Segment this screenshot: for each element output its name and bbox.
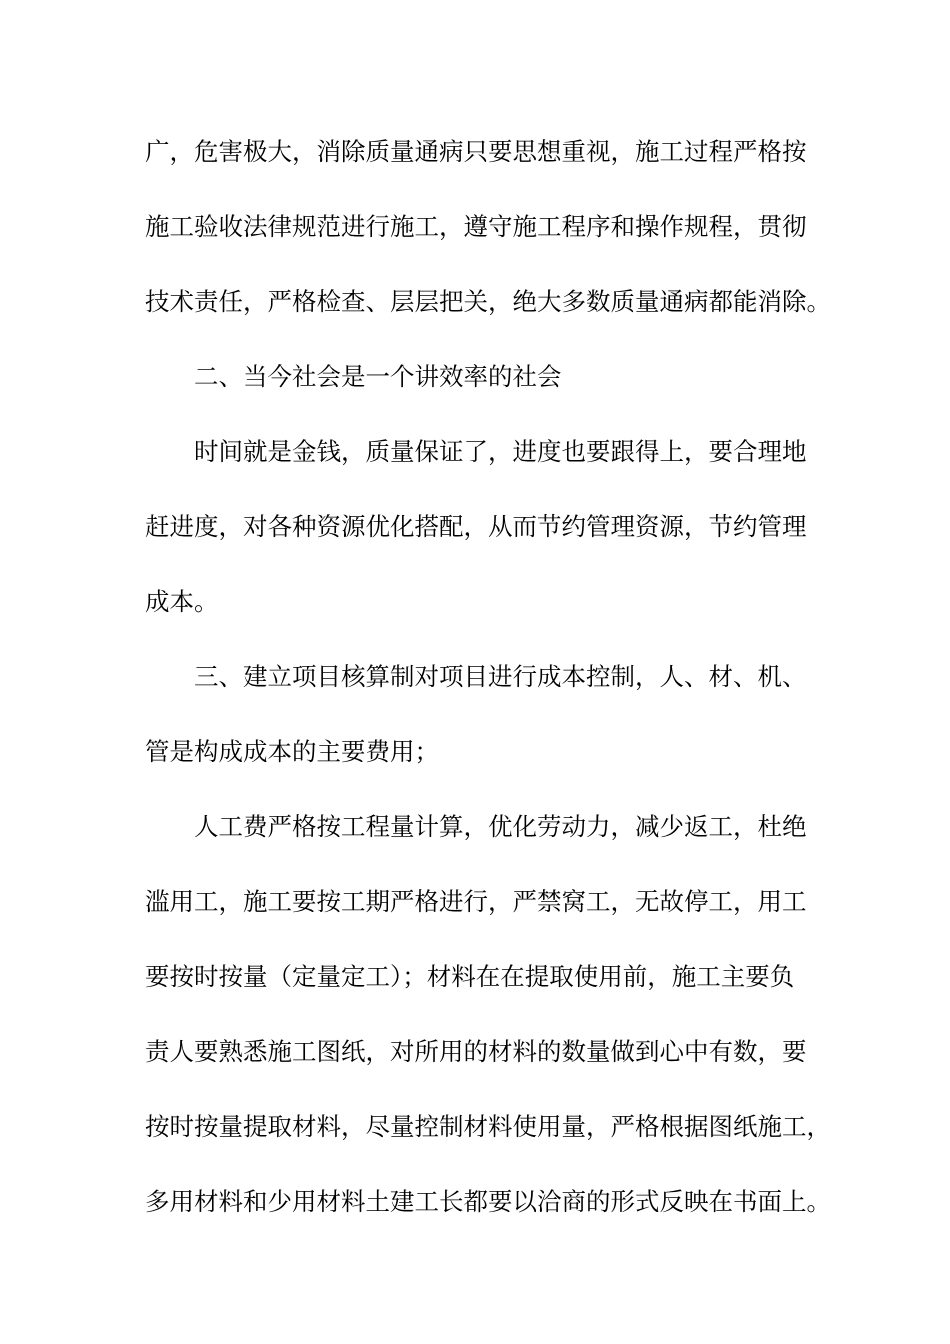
section-heading: 二、当今社会是一个讲效率的社会 bbox=[194, 362, 562, 391]
paragraph-line: 技术责任，严格检查、层层把关，绝大多数质量通病都能消除。 bbox=[145, 287, 831, 316]
paragraph-line: 按时按量提取材料，尽量控制材料使用量，严格根据图纸施工， bbox=[145, 1112, 831, 1141]
paragraph-line: 多用材料和少用材料土建工长都要以洽商的形式反映在书面上。 bbox=[145, 1187, 831, 1216]
paragraph-line: 广，危害极大，消除质量通病只要思想重视，施工过程严格按 bbox=[145, 137, 807, 166]
paragraph-line: 要按时按量（定量定工）；材料在在提取使用前，施工主要负 bbox=[145, 962, 795, 991]
paragraph-line: 施工验收法律规范进行施工，遵守施工程序和操作规程，贯彻 bbox=[145, 212, 807, 241]
paragraph-line: 赶进度，对各种资源优化搭配，从而节约管理资源，节约管理 bbox=[145, 512, 807, 541]
paragraph-line: 管是构成成本的主要费用； bbox=[145, 737, 439, 766]
paragraph-line: 时间就是金钱，质量保证了，进度也要跟得上，要合理地 bbox=[194, 437, 807, 466]
paragraph-line: 滥用工，施工要按工期严格进行，严禁窝工，无故停工，用工 bbox=[145, 887, 807, 916]
section-heading: 三、建立项目核算制对项目进行成本控制，人、材、机、 bbox=[194, 662, 807, 691]
paragraph-line: 成本。 bbox=[145, 587, 219, 616]
paragraph-line: 人工费严格按工程量计算，优化劳动力，减少返工，杜绝 bbox=[194, 812, 807, 841]
paragraph-line: 责人要熟悉施工图纸，对所用的材料的数量做到心中有数，要 bbox=[145, 1037, 807, 1066]
